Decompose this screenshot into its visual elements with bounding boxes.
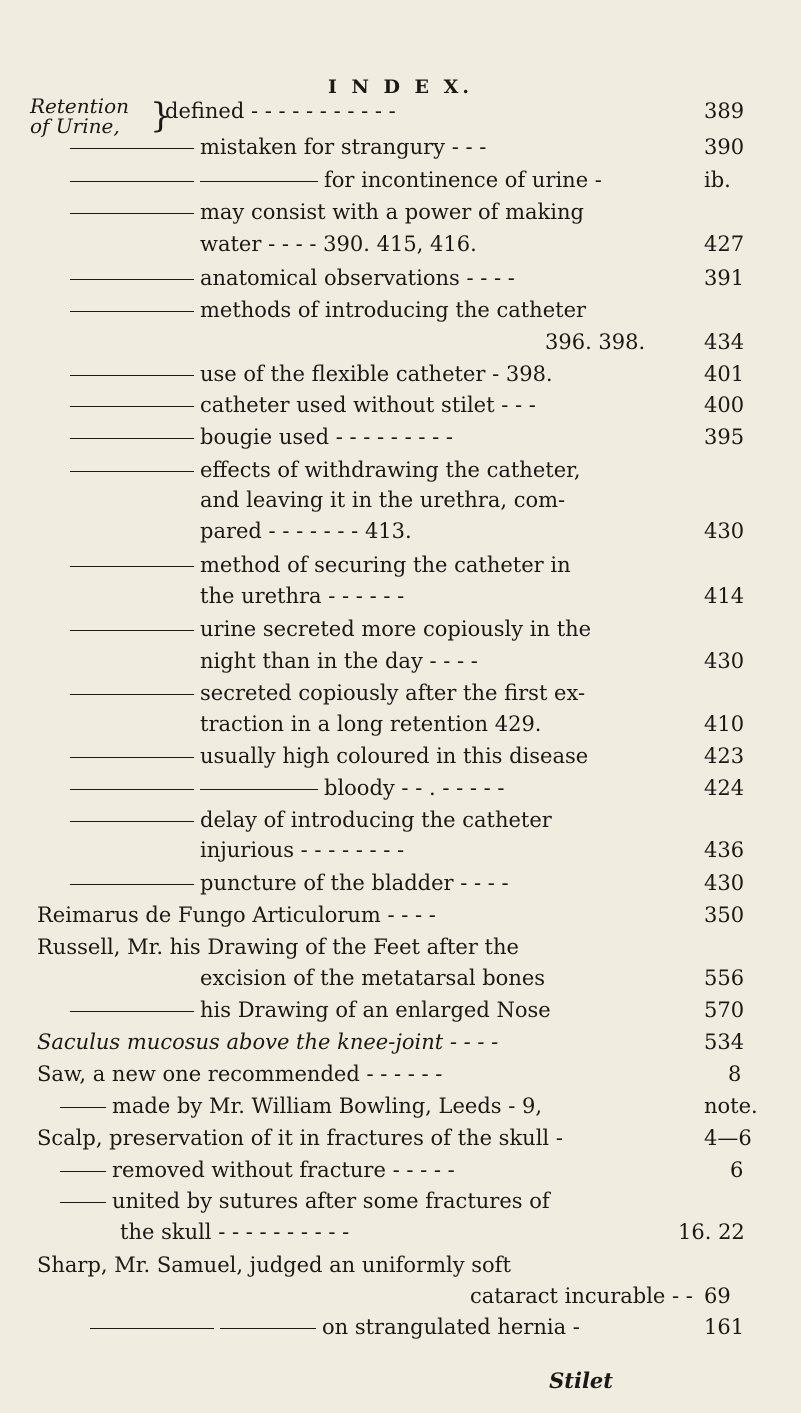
index-entry: Scalp, preservation of it in fractures of the skull -: [37, 1126, 563, 1150]
index-entry: injurious - - - - - - - -: [200, 838, 405, 862]
index-entry: method of securing the catheter in: [70, 553, 571, 578]
index-entry: pared - - - - - - - 413.: [200, 519, 412, 543]
index-entry: mistaken for strangury - - -: [70, 135, 486, 160]
head-term: [30, 96, 129, 136]
page-number: 350: [704, 903, 745, 927]
catchword: Stilet: [549, 1368, 613, 1393]
index-entry: usually high coloured in this disease: [70, 744, 588, 769]
index-entry: methods of introducing the catheter: [70, 298, 586, 323]
index-entry: Russell, Mr. his Drawing of the Feet after the: [37, 935, 519, 959]
page-number: 430: [704, 519, 745, 543]
page-number: 410: [704, 712, 745, 736]
index-entry: excision of the metatarsal bones: [200, 966, 546, 990]
page-number: 434: [704, 330, 745, 354]
index-entry: united by sutures after some fractures of: [60, 1189, 550, 1214]
page-number: 69: [704, 1284, 731, 1308]
index-entry: anatomical observations - - - -: [70, 266, 515, 291]
page-number: 427: [704, 232, 745, 256]
index-entry: use of the flexible catheter - 398.: [70, 362, 553, 387]
head-term-line1: Retention: [30, 94, 130, 118]
page-number: 391: [704, 266, 745, 290]
index-entry: urine secreted more copiously in the: [70, 617, 591, 642]
page-number: 430: [704, 649, 745, 673]
index-entry: on strangulated hernia -: [90, 1315, 580, 1340]
index-entry: his Drawing of an enlarged Nose: [70, 998, 551, 1023]
index-entry: delay of introducing the catheter: [70, 808, 552, 833]
index-entry: catheter used without stilet - - -: [70, 393, 536, 418]
page-number: note.: [704, 1094, 758, 1118]
page-number: 389: [704, 99, 745, 123]
index-entry: effects of withdrawing the catheter,: [70, 458, 581, 483]
index-entry: water - - - - 390. 415, 416.: [200, 232, 477, 256]
index-entry: removed without fracture - - - - -: [60, 1158, 455, 1183]
index-entry: Saculus mucosus above the knee-joint - - - -: [37, 1030, 499, 1054]
page-number: 430: [704, 871, 745, 895]
index-entry: the skull - - - - - - - - - -: [120, 1220, 350, 1244]
index-entry: the urethra - - - - - -: [200, 584, 405, 608]
index-entry: Saw, a new one recommended - - - - - -: [37, 1062, 443, 1086]
index-entry: bloody - - . - - - - -: [70, 776, 505, 801]
page-number: 395: [704, 425, 745, 449]
index-entry: Reimarus de Fungo Articulorum - - - -: [37, 903, 436, 927]
index-entry: secreted copiously after the first ex-: [70, 681, 585, 706]
index-entry: cataract incurable - -: [470, 1284, 693, 1308]
page-number: 570: [704, 998, 745, 1022]
page-number: ib.: [704, 168, 731, 192]
index-entry: defined - - - - - - - - - - -: [165, 99, 396, 123]
index-entry: made by Mr. William Bowling, Leeds - 9,: [60, 1094, 542, 1119]
page-number: 401: [704, 362, 745, 386]
page-number: 556: [704, 966, 745, 990]
brace-icon: }: [150, 96, 172, 136]
index-entry: puncture of the bladder - - - -: [70, 871, 509, 896]
page-number: 423: [704, 744, 745, 768]
page-number: 424: [704, 776, 745, 800]
head-term-line2: of Urine,: [30, 114, 120, 138]
page-number: 390: [704, 135, 745, 159]
index-entry: night than in the day - - - -: [200, 649, 478, 673]
page-number: 161: [704, 1315, 745, 1339]
page-number: 534: [704, 1030, 745, 1054]
page-number: 436: [704, 838, 745, 862]
page-number: 16. 22: [678, 1220, 745, 1244]
index-entry: 396. 398.: [545, 330, 646, 354]
index-entry: bougie used - - - - - - - - -: [70, 425, 453, 450]
index-entry: and leaving it in the urethra, com-: [200, 488, 566, 512]
index-entry: may consist with a power of making: [70, 200, 584, 225]
page-number: 6: [730, 1158, 744, 1182]
page-number: 414: [704, 584, 745, 608]
index-entry: for incontinence of urine -: [70, 168, 602, 193]
page-number: 4—6: [704, 1126, 752, 1150]
page-number: 400: [704, 393, 745, 417]
index-entry: Sharp, Mr. Samuel, judged an uniformly soft: [37, 1253, 511, 1277]
page-header: I N D E X.: [327, 76, 474, 98]
page-number: 8: [728, 1062, 742, 1086]
index-entry: traction in a long retention 429.: [200, 712, 542, 736]
